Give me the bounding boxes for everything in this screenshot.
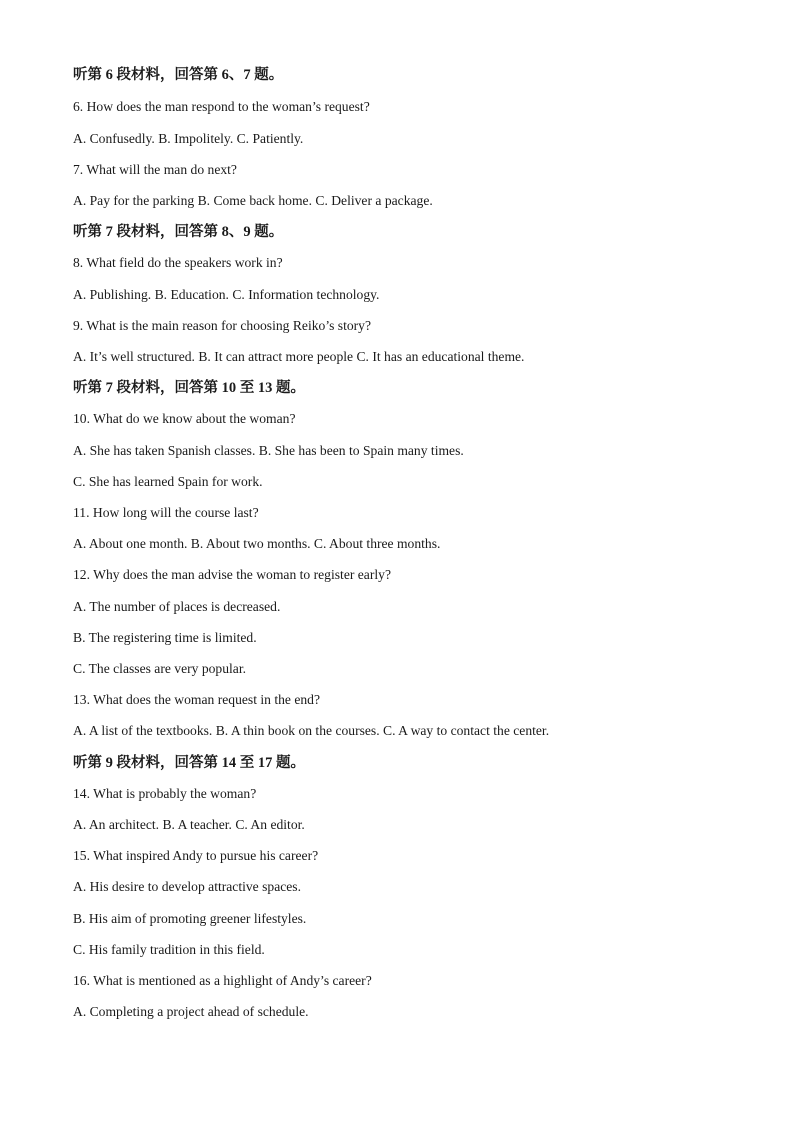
answer-options: A. Publishing. B. Education. C. Information technology. bbox=[73, 287, 380, 302]
question-line: 12. Why does the man advise the woman to register early? bbox=[73, 567, 391, 582]
answer-option: A. Completing a project ahead of schedule. bbox=[73, 1004, 309, 1019]
answer-option: A. His desire to develop attractive spaces. bbox=[73, 879, 301, 894]
section-heading: 听第 6 段材料，回答第 6、7 题。 bbox=[73, 67, 284, 83]
section-heading: 听第 9 段材料，回答第 14 至 17 题。 bbox=[73, 755, 305, 771]
answer-option: C. His family tradition in this field. bbox=[73, 942, 265, 957]
answer-option: A. The number of places is decreased. bbox=[73, 599, 281, 614]
question-line: 15. What inspired Andy to pursue his career? bbox=[73, 848, 319, 863]
question-line: 13. What does the woman request in the end? bbox=[73, 692, 321, 707]
answer-options: A. An architect. B. A teacher. C. An editor. bbox=[73, 817, 305, 832]
question-line: 14. What is probably the woman? bbox=[73, 786, 257, 801]
answer-options: A. Confusedly. B. Impolitely. C. Patiently. bbox=[73, 131, 304, 146]
question-line: 10. What do we know about the woman? bbox=[73, 411, 296, 426]
answer-option: C. The classes are very popular. bbox=[73, 661, 247, 676]
answer-option: B. His aim of promoting greener lifestyles. bbox=[73, 911, 307, 926]
question-line: 6. How does the man respond to the woman’s request? bbox=[73, 99, 370, 114]
question-line: 11. How long will the course last? bbox=[73, 505, 259, 520]
answer-options: A. It’s well structured. B. It can attract more people C. It has an educational theme. bbox=[73, 349, 525, 364]
question-line: 9. What is the main reason for choosing Reiko’s story? bbox=[73, 318, 372, 333]
answer-options: A. She has taken Spanish classes. B. She has been to Spain many times. bbox=[73, 443, 464, 458]
section-heading: 听第 7 段材料，回答第 8、9 题。 bbox=[73, 224, 284, 240]
answer-options: A. About one month. B. About two months. C. About three months. bbox=[73, 536, 441, 551]
answer-option: B. The registering time is limited. bbox=[73, 630, 257, 645]
question-line: 16. What is mentioned as a highlight of Andy’s career? bbox=[73, 973, 372, 988]
answer-option: C. She has learned Spain for work. bbox=[73, 474, 263, 489]
question-line: 8. What field do the speakers work in? bbox=[73, 255, 283, 270]
section-heading: 听第 7 段材料，回答第 10 至 13 题。 bbox=[73, 380, 305, 396]
answer-options: A. A list of the textbooks. B. A thin book on the courses. C. A way to contact the center. bbox=[73, 723, 550, 738]
question-line: 7. What will the man do next? bbox=[73, 162, 237, 177]
answer-options: A. Pay for the parking B. Come back home. C. Deliver a package. bbox=[73, 193, 433, 208]
